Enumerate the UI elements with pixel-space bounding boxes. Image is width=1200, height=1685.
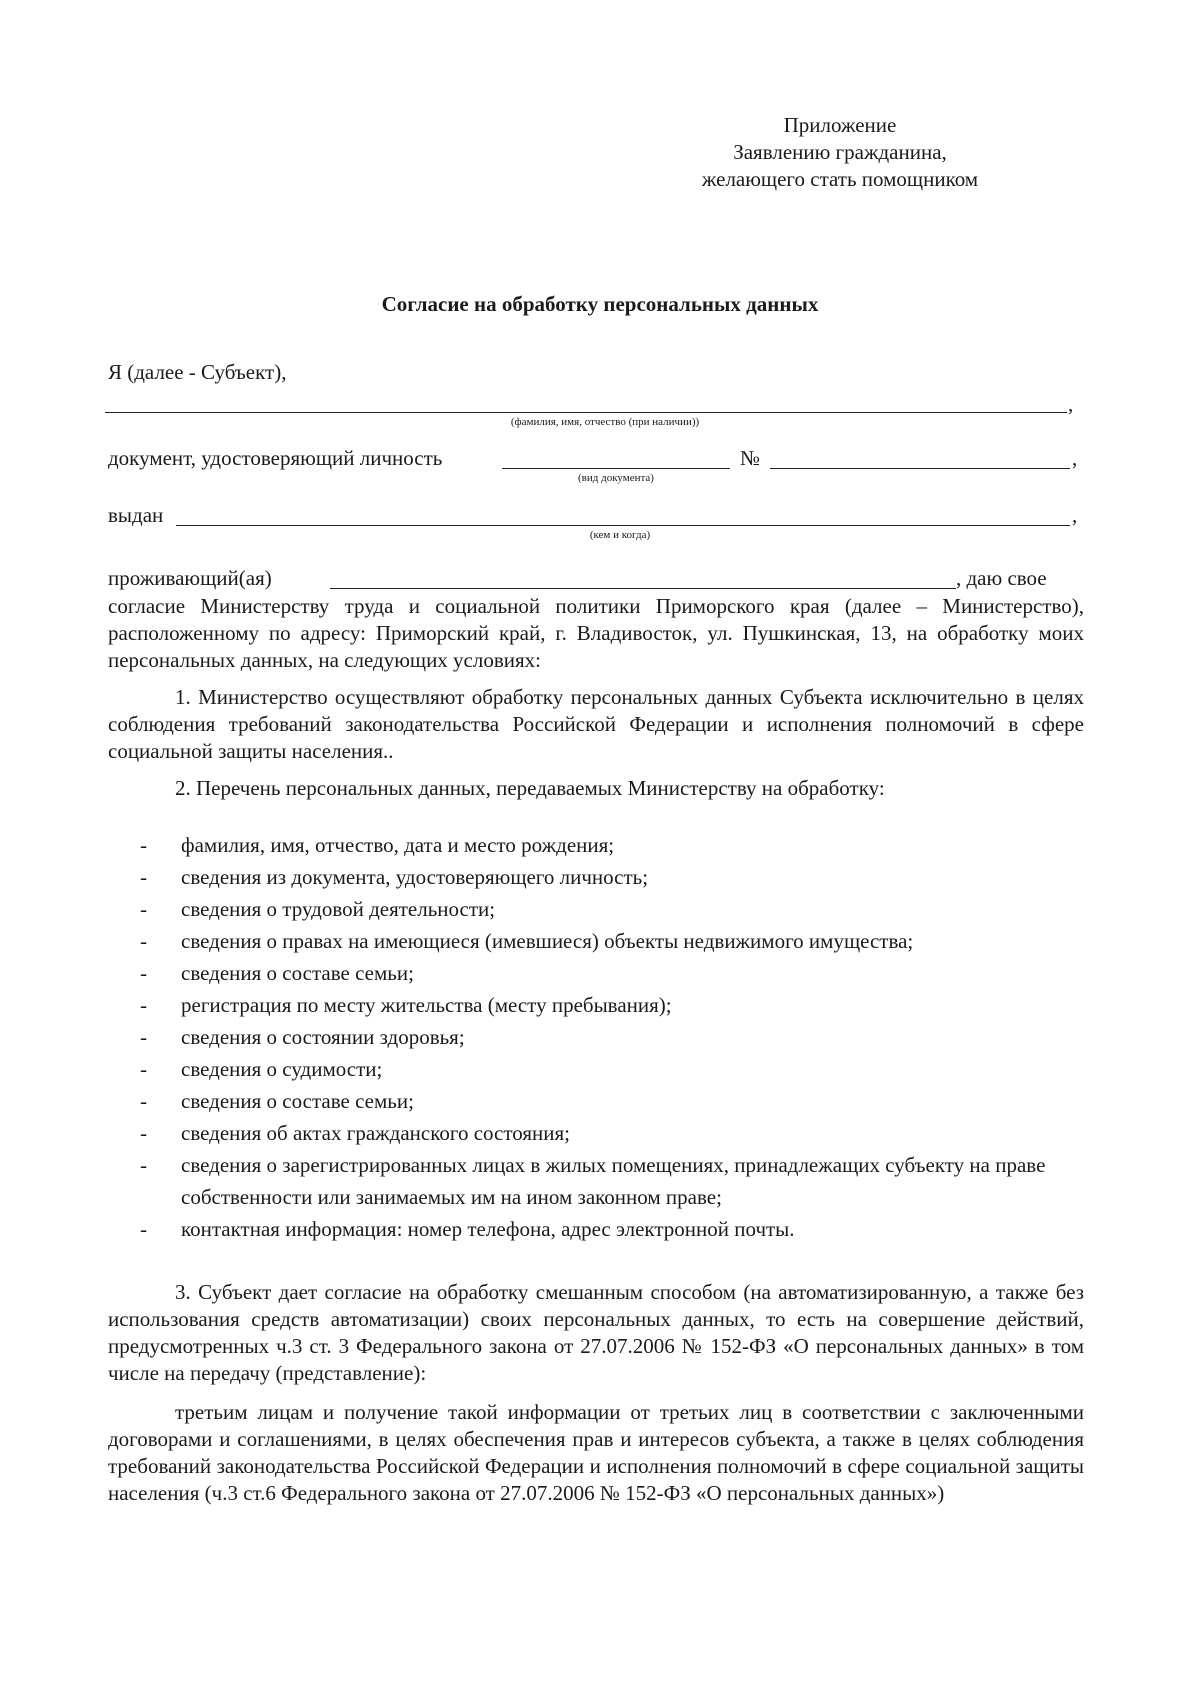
- list-marker: -: [140, 961, 147, 985]
- fio-field[interactable]: [105, 412, 1067, 413]
- fio-comma: ,: [1068, 392, 1074, 416]
- document-title: Согласие на обработку персональных данных: [381, 292, 819, 316]
- appendix-header: [640, 112, 1040, 193]
- list-marker: -: [140, 1089, 147, 1113]
- appendix-line-2: Заявлению гражданина,: [733, 140, 947, 164]
- number-sign: №: [740, 446, 761, 470]
- list-item-text: регистрация по месту жительства (месту пребывания);: [181, 993, 672, 1017]
- list-item: [0, 1053, 1101, 1085]
- list-item: [0, 925, 1101, 957]
- doc-type-hint: (вид документа): [578, 472, 654, 484]
- list-marker: -: [140, 1025, 147, 1049]
- subject-intro: Я (далее - Субъект),: [108, 360, 287, 384]
- consent-text: согласие Министерству труда и социальной политики Приморского края (далее – Министерство), расположенному по адресу: Приморский край, г. Владивосток, ул. Пушкинская, 13, на обработку моих персональных данных, на следующих условиях:: [108, 594, 1084, 672]
- item-3: 3. Субъект дает согласие на обработку смешанным способом (на автоматизированную, а также без использования средств автоматизации) своих персональных данных, то есть на совершение действий, предусмотренных ч.3 ст. 3 Федерального закона от 27.07.2006 № 152-ФЗ «О персональных данных» в том числе на передачу (представление):: [108, 1280, 1084, 1385]
- issued-comma: ,: [1072, 503, 1078, 527]
- item-3-continuation: третьим лицам и получение такой информации от третьих лиц в соответствии с заключенными договорами и соглашениями, в целях обеспечения прав и интересов субъекта, а также в целях соблюдения требований законодательства Российской Федерации и исполнения полномочий в сфере социальной защиты населения (ч.3 ст.6 Федерального закона от 27.07.2006 № 152-ФЗ «О персональных данных»): [108, 1400, 1084, 1505]
- list-item: [0, 1117, 1101, 1149]
- list-marker: -: [140, 897, 147, 921]
- list-item: [0, 1021, 1101, 1053]
- appendix-line-1: Приложение: [783, 113, 897, 137]
- issued-label: выдан: [108, 503, 164, 527]
- residing-label: проживающий(ая): [108, 566, 272, 590]
- list-marker: -: [140, 1121, 147, 1145]
- doc-label: документ, удостоверяющий личность: [108, 446, 443, 470]
- list-marker: -: [140, 993, 147, 1017]
- issued-field[interactable]: [176, 525, 1070, 526]
- item-2: 2. Перечень персональных данных, передаваемых Министерству на обработку:: [175, 776, 885, 800]
- list-item-text: сведения о зарегистрированных лицах в жилых помещениях, принадлежащих субъекту на праве собственности или занимаемых им на ином законном праве;: [181, 1153, 1046, 1209]
- list-item-text: фамилия, имя, отчество, дата и место рождения;: [181, 833, 615, 857]
- personal-data-list: [0, 829, 1200, 1245]
- list-item: [0, 861, 1101, 893]
- list-marker: -: [140, 833, 147, 857]
- residing-tail: , даю свое: [956, 566, 1047, 590]
- list-marker: -: [140, 1217, 147, 1241]
- list-item-text: сведения о состоянии здоровья;: [181, 1025, 465, 1049]
- doc-number-field[interactable]: [770, 468, 1070, 469]
- list-marker: -: [140, 929, 147, 953]
- list-item-text: сведения о составе семьи;: [181, 1089, 414, 1113]
- list-item-text: сведения из документа, удостоверяющего личность;: [181, 865, 649, 889]
- residing-field[interactable]: [330, 588, 956, 589]
- list-item-text: сведения о трудовой деятельности;: [181, 897, 496, 921]
- appendix-line-3: желающего стать помощником: [701, 167, 979, 191]
- list-item: [0, 1085, 1101, 1117]
- list-item-text: сведения о составе семьи;: [181, 961, 414, 985]
- fio-hint: (фамилия, имя, отчество (при наличии)): [510, 416, 700, 428]
- list-marker: -: [140, 1153, 147, 1177]
- list-item: [0, 1213, 1101, 1245]
- list-item: [0, 957, 1101, 989]
- doc-type-field[interactable]: [502, 468, 730, 469]
- list-item: [0, 893, 1101, 925]
- list-item: [0, 1149, 1101, 1213]
- list-item: [0, 989, 1101, 1021]
- item-1: 1. Министерство осуществляют обработку персональных данных Субъекта исключительно в целях соблюдения требований законодательства Российской Федерации и исполнения полномочий в сфере социальной защиты населения..: [108, 685, 1084, 763]
- list-item: [0, 829, 1101, 861]
- list-item-text: сведения об актах гражданского состояния;: [181, 1121, 571, 1145]
- doc-comma: ,: [1072, 446, 1078, 470]
- list-marker: -: [140, 865, 147, 889]
- list-item-text: сведения о правах на имеющиеся (имевшиеся) объекты недвижимого имущества;: [181, 929, 914, 953]
- issued-hint: (кем и когда): [589, 529, 651, 541]
- list-item-text: контактная информация: номер телефона, адрес электронной почты.: [181, 1217, 795, 1241]
- list-marker: -: [140, 1057, 147, 1081]
- list-item-text: сведения о судимости;: [181, 1057, 383, 1081]
